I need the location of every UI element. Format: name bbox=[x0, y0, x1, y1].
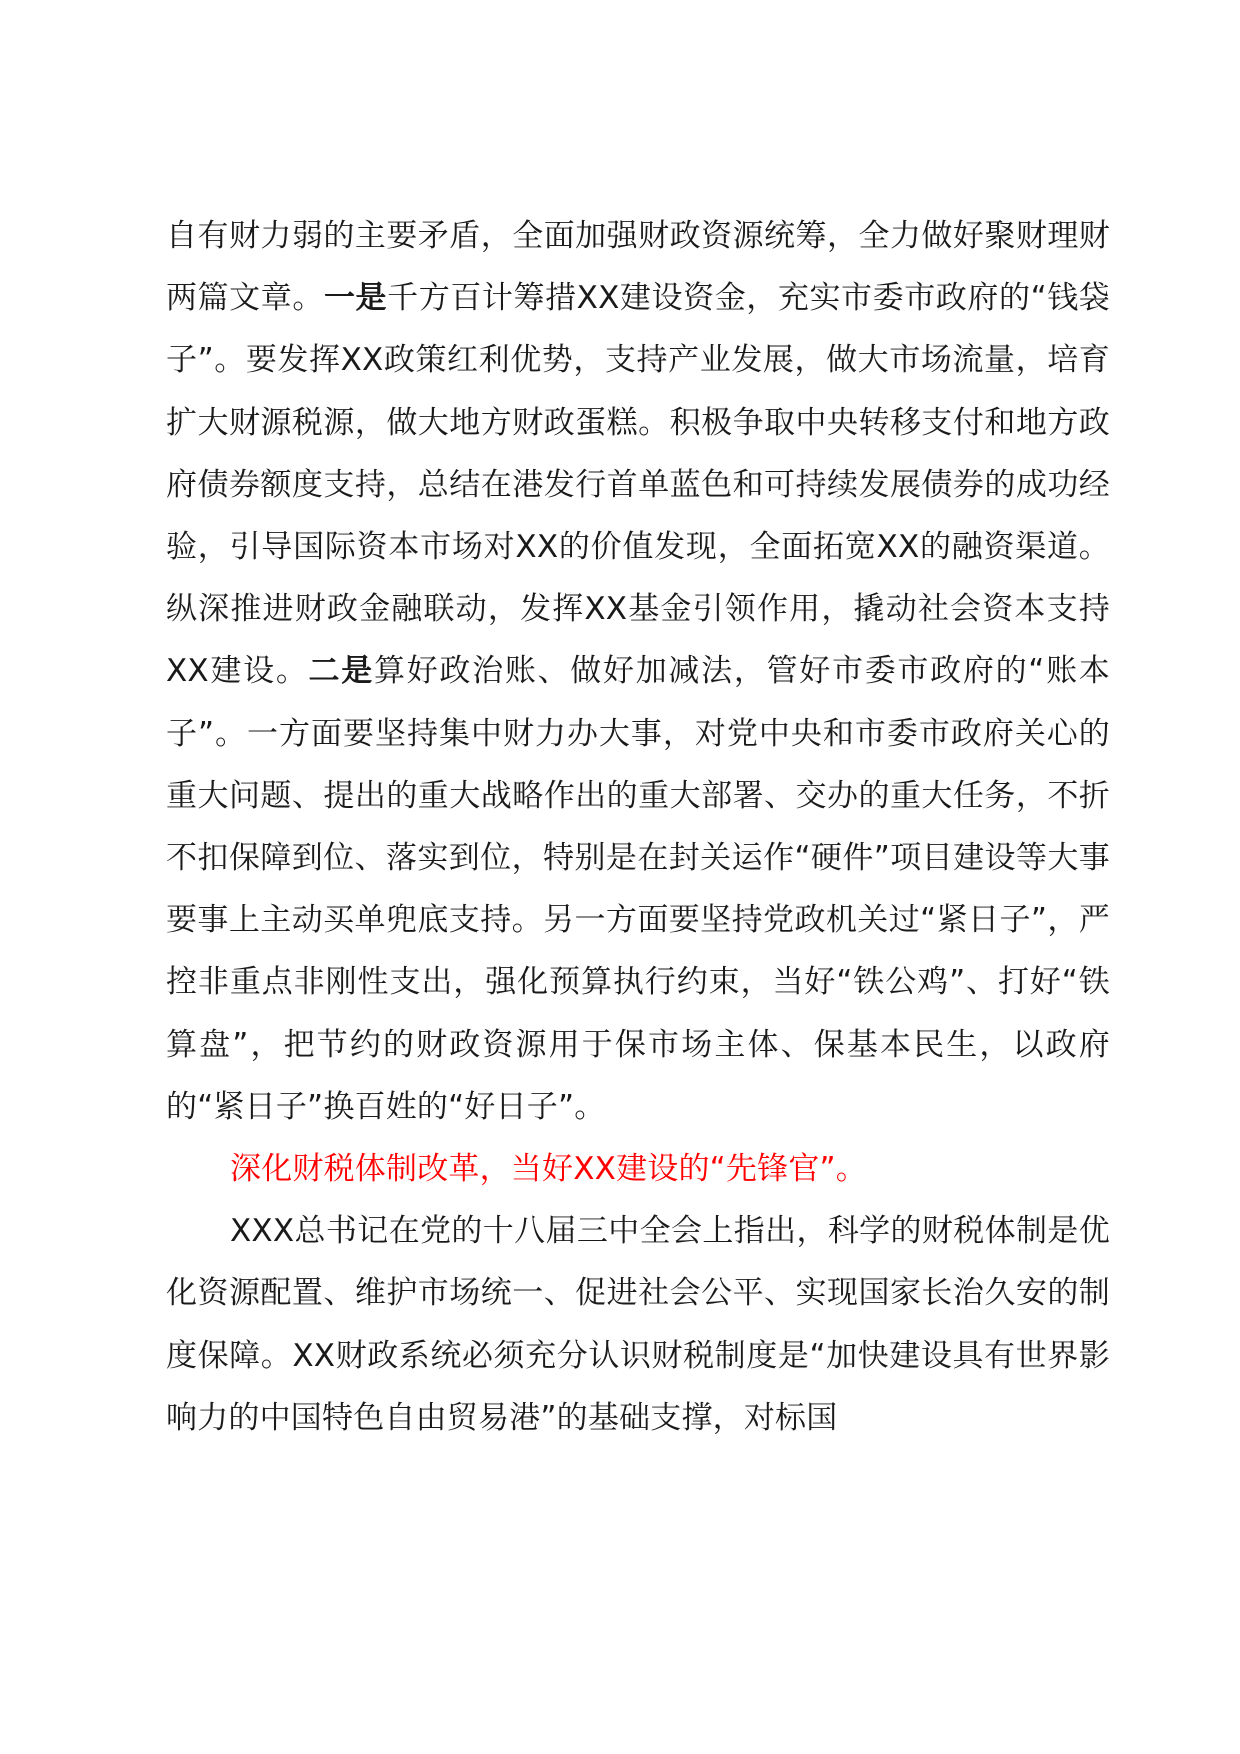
paragraph-tax-reform: XXX总书记在党的十八届三中全会上指出，科学的财税体制是优化资源配置、维护市场统一、促进社会公平、实现国家长治久安的制度保障。XX财政系统必须充分认识财税制度是“加快建设具有世界影响力的中国特色自由贸易港”的基础支撑，对标国 bbox=[166, 1213, 1110, 1436]
point-one-marker: 一是 bbox=[323, 280, 388, 317]
point-two-marker: 二是 bbox=[308, 653, 374, 690]
paragraph-text: 千方百计筹措XX建设资金，充实市委市政府的“钱袋子”。要发挥XX政策红利优势，支持产业发展，做大市场流量，培育扩大财源税源，做大地方财政蛋糕。积极争取中央转移支付和地方政府债券额度支持，总结在港发行首单蓝色和可持续发展债券的成功经验，引导国际资本市场对XX的价值发现，全面拓宽XX的融资渠道。纵深推进财政金融联动，发挥XX基金引领作用，撬动社会资本支持XX建设。 bbox=[166, 280, 1111, 690]
paragraph-fiscal-resources bbox=[166, 205, 1110, 1138]
section-heading: 深化财税体制改革，当好XX建设的“先锋官”。 bbox=[230, 1151, 867, 1188]
paragraph-text: 自有财力弱的主要矛盾，全面加强财政资源统筹，全力做好聚财理财两篇文章。 bbox=[166, 218, 1110, 317]
paragraph-text: 算好政治账、做好加减法，管好市委市政府的“账本子”。一方面要坚持集中财力办大事，对党中央和市委市政府关心的重大问题、提出的重大战略作出的重大部署、交办的重大任务，不折不扣保障到位、落实到位，特别是在封关运作“硬件”项目建设等大事要事上主动买单兜底支持。另一方面要坚持党政机关过“紧日子”，严控非重点非刚性支出，强化预算执行约束，当好“铁公鸡”、打好“铁算盘”，把节约的财政资源用于保市场主体、保基本民生，以政府的“紧日子”换百姓的“好日子”。 bbox=[166, 653, 1110, 1125]
document-body bbox=[166, 205, 1110, 1449]
